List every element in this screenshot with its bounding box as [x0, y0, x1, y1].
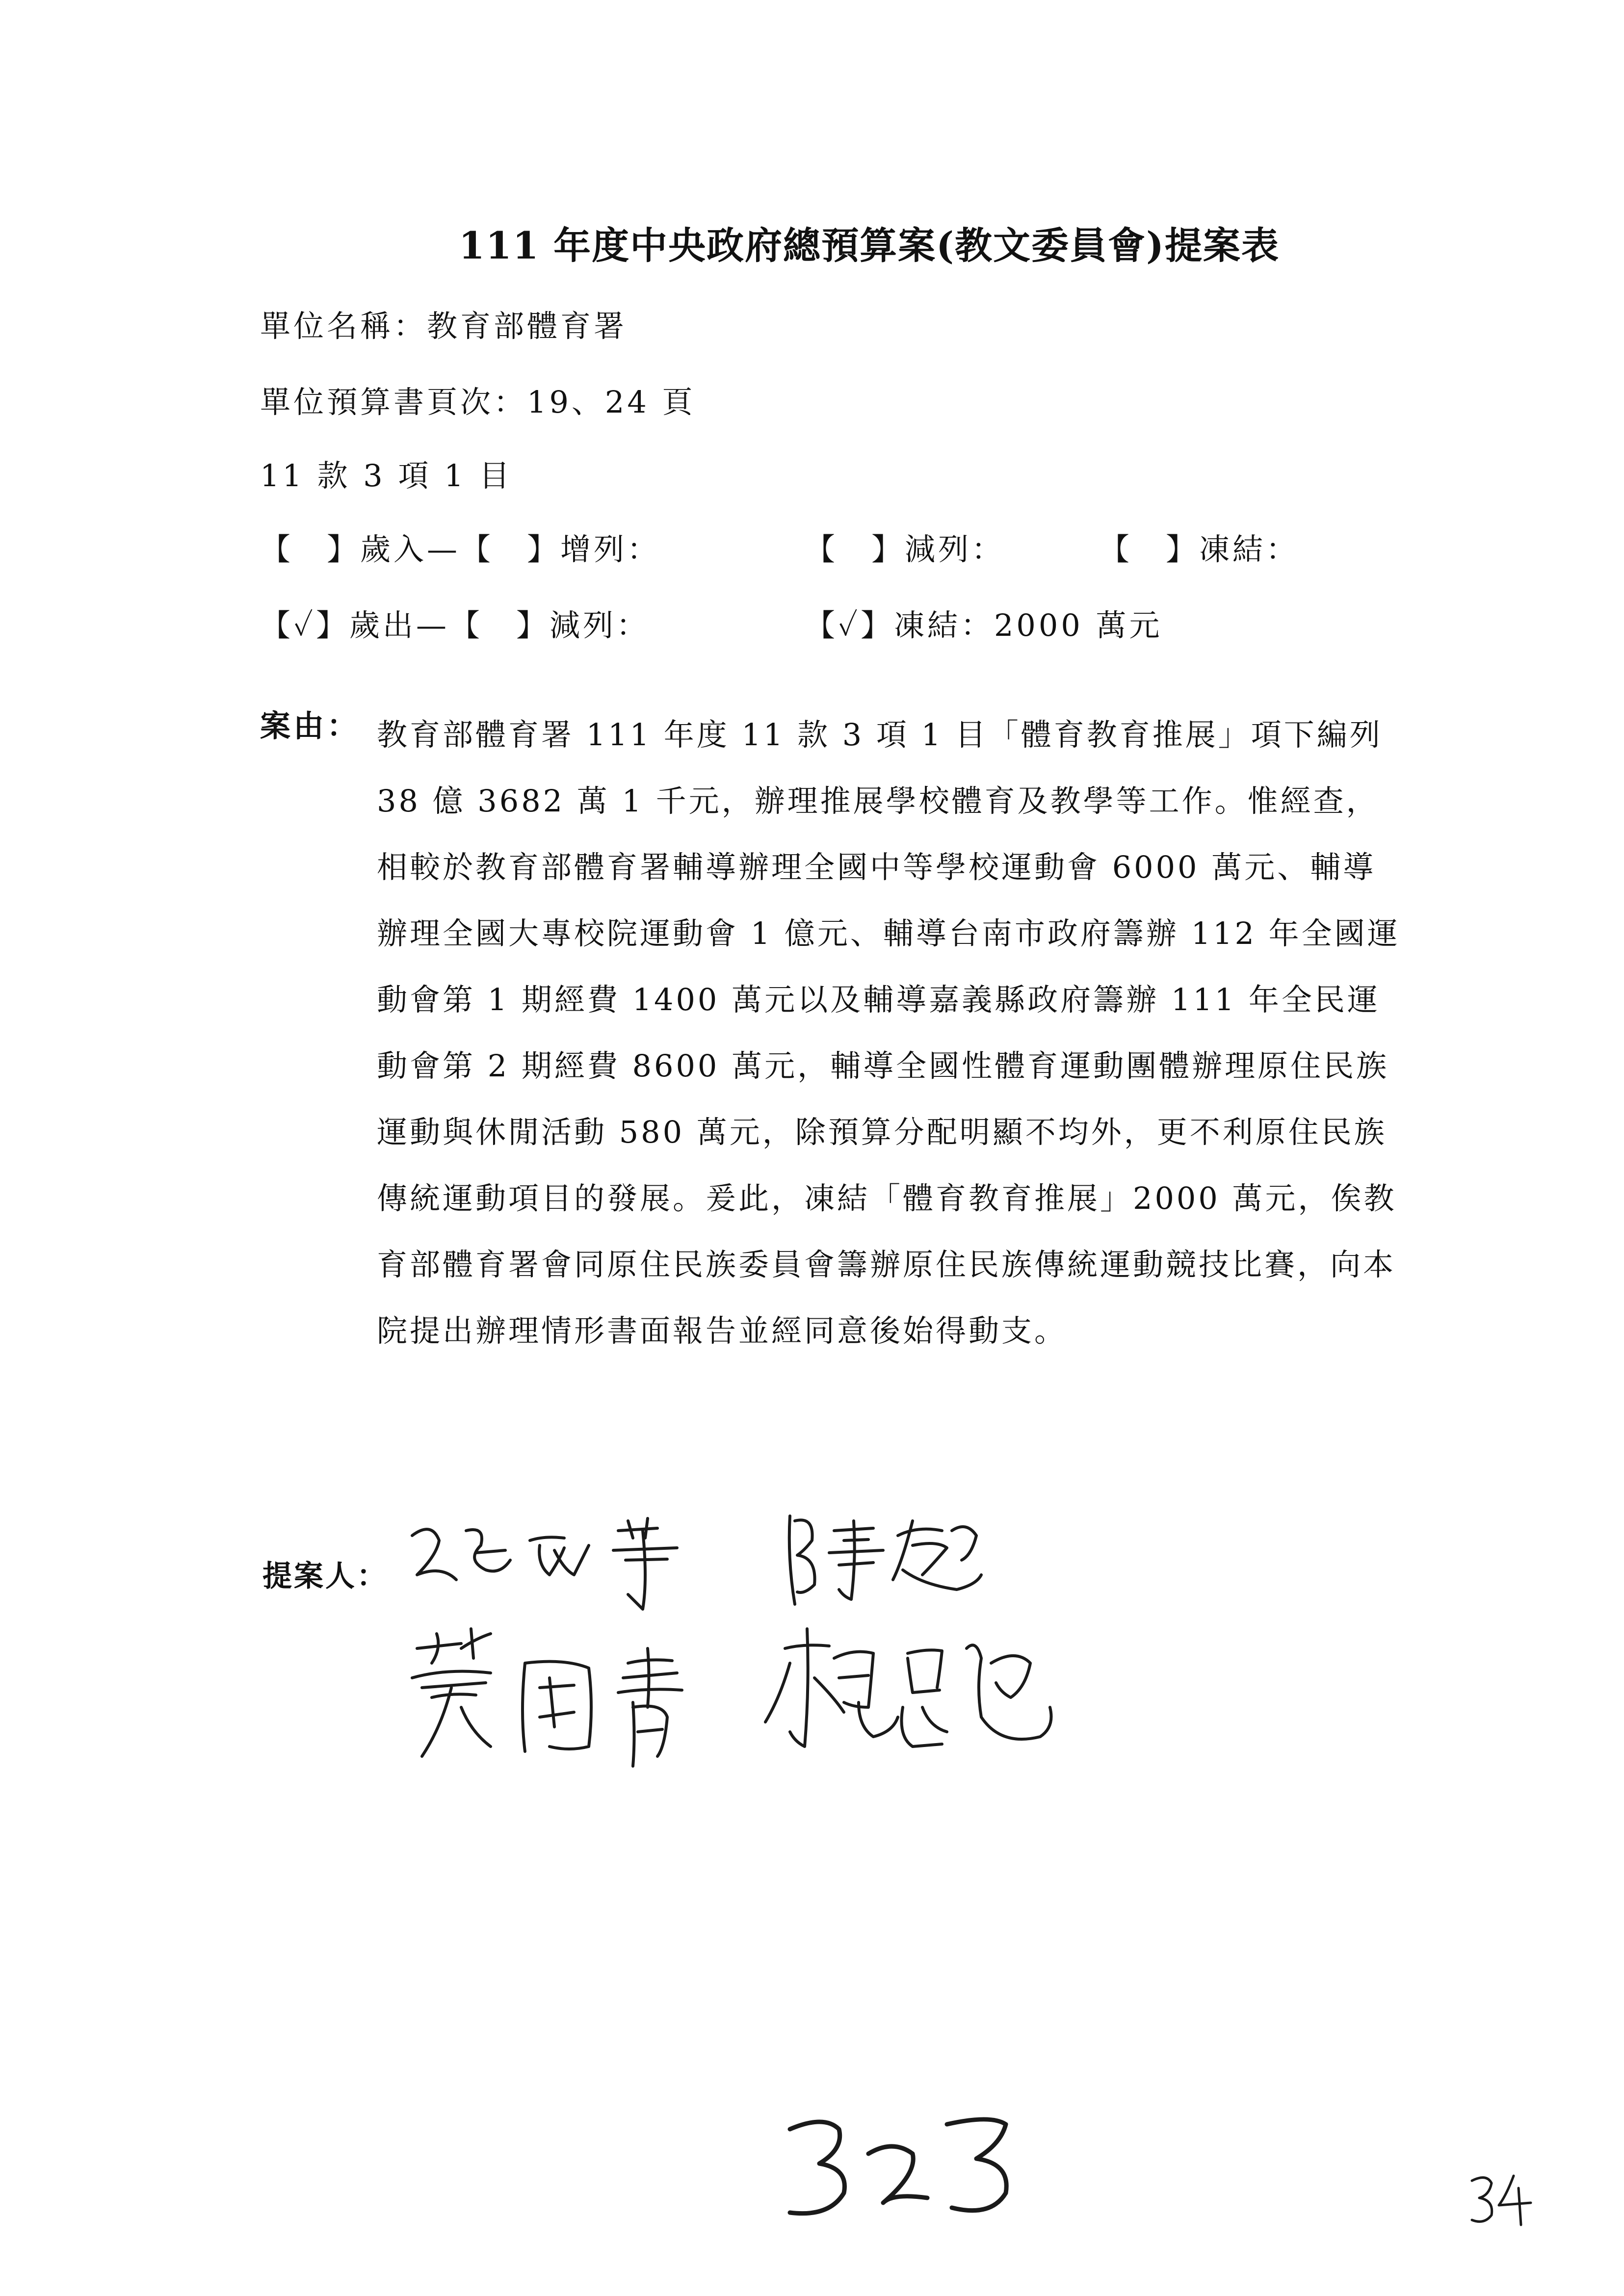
page-number-handwritten: [1467, 2171, 1536, 2230]
revenue-decrease-option: 【 】減列：: [805, 531, 1005, 567]
reason-label: 案由：: [260, 708, 361, 744]
expenditure-decrease-option: 【✓】歲出—【 】減列：: [260, 607, 650, 643]
handwritten-signatures: [402, 1501, 1310, 1805]
unit-name: 單位名稱：教育部體育署: [260, 308, 628, 344]
expenditure-freeze-option: 【✓】凍結：2000 萬元: [805, 607, 1163, 643]
revenue-freeze-option: 【 】凍結：: [1099, 531, 1300, 567]
budget-pages: 單位預算書頁次：19、24 頁: [260, 384, 696, 420]
document-title: 111 年度中央政府總預算案(教文委員會)提案表: [459, 224, 1280, 267]
budget-item: 11 款 3 項 1 目: [260, 458, 513, 494]
reason-text: 教育部體育署 111 年度 11 款 3 項 1 目「體育教育推展」項下編列 38 億 3682 萬 1 千元，辦理推展學校體育及教學等工作。惟經查，相較於教育部體育署輔導辦理全國中等學校運動會 6000 萬元、輔導辦理全國大專校院運動會 1 億元、輔導台南市政府籌辦 112 年全國運動會第 1 期經費 1400 萬元以及輔導嘉義縣政府籌辦 111 年全民運動會第 2 期經費 8600 萬元，輔導全國性體育運動團體辦理原住民族運動與休閒活動 580 萬元，除預算分配明顯不均外，更不利原住民族傳統運動項目的發展。爰此，凍結「體育教育推展」2000 萬元，俟教育部體育署會同原住民族委員會籌辦原住民族傳統運動競技比賽，向本院提出辦理情形書面報告並經同意後始得動支。: [377, 717, 1400, 1349]
handwritten-number: [770, 2110, 1045, 2227]
proposer-label: 提案人：: [262, 1559, 388, 1593]
revenue-increase-option: 【 】歲入—【 】增列：: [260, 531, 661, 567]
